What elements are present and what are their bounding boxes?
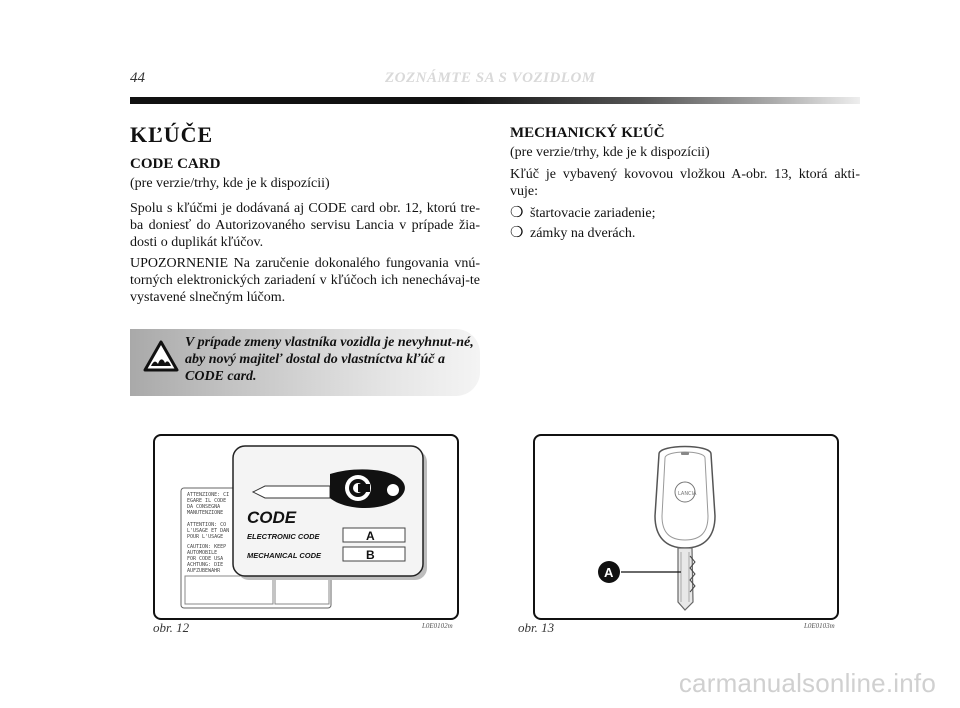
- list-item: [510, 225, 860, 242]
- card-back-line: ATTENZIONE: CI: [187, 492, 230, 498]
- callout-marker-a: A: [604, 565, 614, 580]
- bullet-icon: ❍: [510, 225, 524, 241]
- mechanical-key-illustration: [535, 436, 837, 618]
- figure-13-frame: [533, 434, 839, 620]
- card-back-line: FOR CODE USA: [187, 556, 224, 562]
- electronic-code-value: A: [366, 529, 375, 543]
- section-title: KĽÚČE: [130, 122, 214, 147]
- svg-text:LANCIA: LANCIA: [678, 491, 697, 497]
- figure-12-frame: [153, 434, 459, 620]
- card-back-line: ATTENTION: CO: [187, 522, 227, 528]
- page-number: 44: [130, 70, 145, 86]
- figure-12-code: L0E0102m: [422, 622, 453, 630]
- code-card-paragraph: Spolu s kľúčmi je dodávaná aj CODE card obr. 12, ktorú tre-ba doniesť do Autorizovaného servisu Lancia v prípade žia-dosti o duplikát kľúčov.: [130, 201, 480, 250]
- card-back-line: MANUTENZIONE: [187, 510, 224, 516]
- card-title: CODE: [247, 508, 297, 527]
- mechanical-key-paragraph: Kľúč je vybavený kovovou vložkou A-obr. 13, ktorá akti-vuje:: [510, 167, 860, 199]
- figure-13-caption: obr. 13: [518, 620, 555, 635]
- card-back-line: POUR L'USAGE: [187, 534, 224, 540]
- mechanical-code-value: B: [366, 548, 375, 562]
- figure-12-caption: obr. 12: [153, 620, 190, 635]
- list-item-text: štartovacie zariadenie;: [530, 206, 656, 221]
- list-item-text: zámky na dverách.: [530, 226, 636, 241]
- list-item: [510, 205, 860, 222]
- electronic-code-label: ELECTRONIC CODE: [247, 532, 320, 541]
- card-back-line: L'USAGE ET DAN: [187, 528, 230, 534]
- mechanical-key-heading: MECHANICKÝ KĽÚČ: [510, 125, 665, 141]
- warning-triangle-icon: [143, 340, 179, 372]
- running-title: ZOZNÁMTE SA S VOZIDLOM: [385, 70, 596, 86]
- warning-paragraph: UPOZORNENIE Na zaručenie dokonalého fungovania vnú-torných elektronických zariadení v kľúčoch ich nenechávaj-te vystavené slnečným lúčom.: [130, 256, 480, 305]
- card-back-line: EGARE IL CODE: [187, 498, 227, 504]
- header-rule: [130, 97, 860, 104]
- card-back-line: CAUTION: KEEP: [187, 544, 227, 550]
- mechanical-key-subheading: (pre verzie/trhy, kde je k dispozícii): [510, 145, 710, 160]
- code-card-illustration: [155, 436, 457, 618]
- watermark: carmanualsonline.info: [678, 668, 936, 698]
- mechanical-code-label: MECHANICAL CODE: [247, 551, 322, 560]
- bullet-icon: ❍: [510, 205, 524, 221]
- card-back-line: DA CONSEGNA: [187, 504, 221, 510]
- card-back-line: AUFZUBEWAHR: [187, 568, 221, 574]
- warning-text: V prípade zmeny vlastníka vozidla je nevyhnut-né, aby nový majiteľ dostal do vlastníctva kľúč a CODE card.: [185, 335, 474, 384]
- card-back-line: AUTOMOBILE: [187, 550, 218, 556]
- code-card-subheading: (pre verzie/trhy, kde je k dispozícii): [130, 176, 330, 191]
- figure-13-code: L0E0103m: [804, 622, 835, 630]
- card-back-line: ACHTUNG: DIE: [187, 562, 224, 568]
- code-card-heading: CODE CARD: [130, 156, 221, 172]
